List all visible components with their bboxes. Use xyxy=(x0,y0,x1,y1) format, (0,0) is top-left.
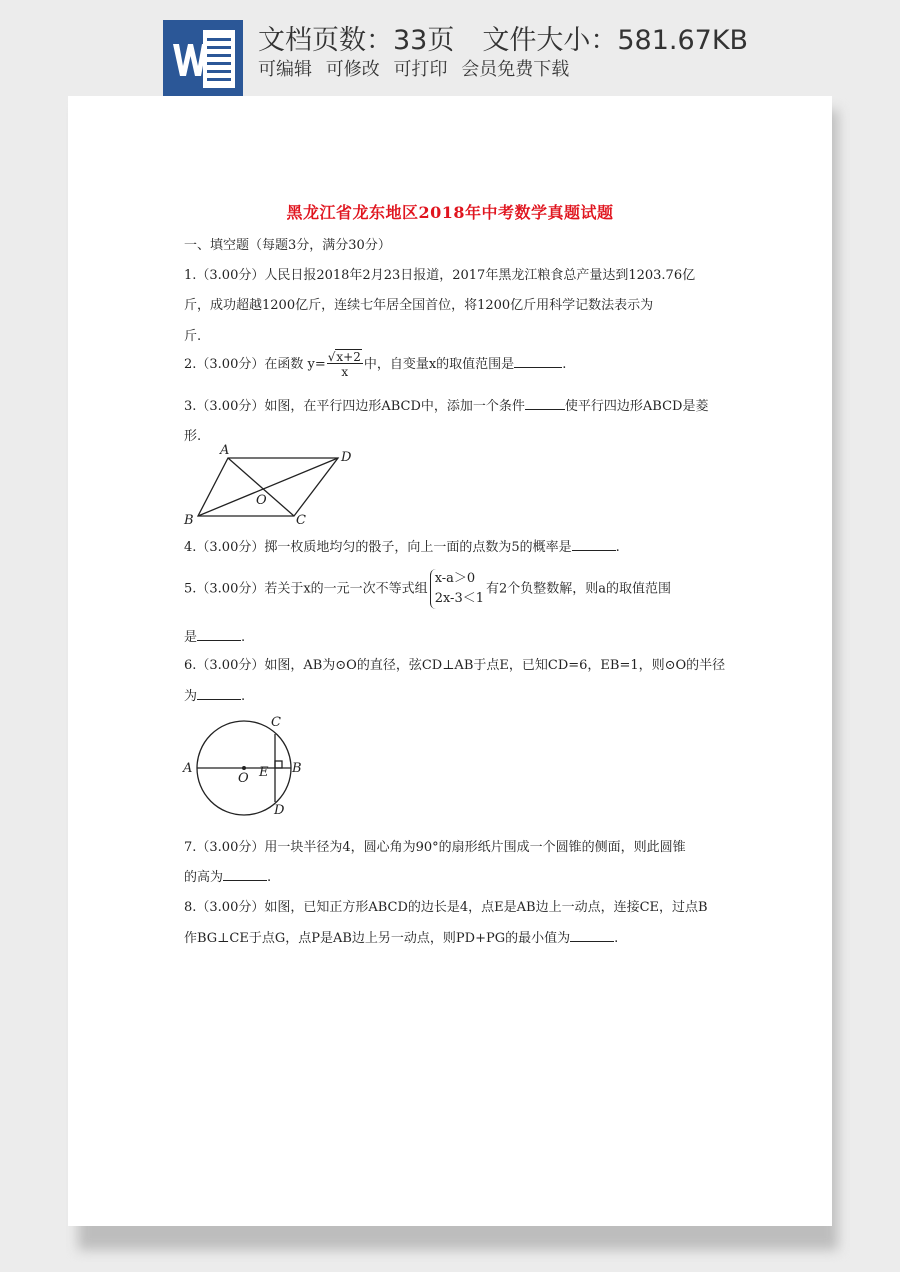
q5-inequality-2: 2x-3＜1 xyxy=(434,591,484,606)
label-e: E xyxy=(259,765,269,780)
q5-answer-blank xyxy=(197,629,241,641)
file-size-label: 文件大小：581.67KB xyxy=(482,25,749,56)
q5-end: . xyxy=(241,630,246,645)
label-d: D xyxy=(341,450,352,465)
circle-figure xyxy=(180,712,310,822)
q7-line1: 7.（3.00分）用一块半径为4，圆心角为90°的扇形纸片围成一个圆锥的侧面，则此圆锥 xyxy=(184,840,686,855)
label-a: A xyxy=(220,444,230,458)
q5-line2-text: 是 xyxy=(184,630,198,645)
q4-answer-blank xyxy=(572,539,616,551)
label-b: B xyxy=(292,761,302,776)
q1-line2: 斤，成功超越1200亿斤，连续七年居全国首位，将1200亿斤用科学记数法表示为 xyxy=(184,298,654,313)
feature-printable: 可打印 xyxy=(393,59,448,80)
q7-end: . xyxy=(267,870,272,885)
q2-suffix: 中，自变量x的取值范围是 xyxy=(363,357,515,372)
section-heading: 一、填空题（每题3分，满分30分） xyxy=(184,238,391,253)
q5-inequality-1: x-a＞0 xyxy=(434,571,476,586)
q6-end: . xyxy=(241,689,246,704)
q3-answer-blank xyxy=(525,398,565,410)
label-d: D xyxy=(274,803,285,818)
parallelogram-figure xyxy=(176,444,366,529)
q1-line3: 斤. xyxy=(184,329,202,344)
label-o: O xyxy=(238,771,249,786)
label-a: A xyxy=(183,761,193,776)
feature-member-download: 会员免费下载 xyxy=(461,59,570,80)
label-c: C xyxy=(271,715,281,730)
feature-editable: 可编辑 xyxy=(258,59,312,80)
q4-text: 4.（3.00分）掷一枚质地均匀的骰子，向上一面的点数为5的概率是 xyxy=(184,540,572,555)
label-c: C xyxy=(296,513,306,528)
q2-prefix: 2.（3.00分）在函数 y= xyxy=(184,357,326,372)
q3-text-b: 使平行四边形ABCD是菱 xyxy=(564,399,709,414)
q5-line1 xyxy=(184,569,671,609)
q2-line xyxy=(184,351,566,378)
q5-prefix: 5.（3.00分）若关于x的一元一次不等式组 xyxy=(184,581,428,597)
q5-line2 xyxy=(184,626,245,645)
feature-modifiable: 可修改 xyxy=(325,59,380,80)
q4-line xyxy=(184,536,620,555)
q6-line1: 6.（3.00分）如图，AB为⊙O的直径，弦CD⊥AB于点E，已知CD=6，EB=1，则⊙O的半径 xyxy=(184,658,726,673)
label-o: O xyxy=(256,493,267,508)
q6-line2 xyxy=(184,685,245,704)
q2-end: . xyxy=(562,357,567,372)
feature-list xyxy=(258,55,577,81)
center-point xyxy=(242,766,246,770)
page-count-label: 文档页数：33页 xyxy=(258,25,455,56)
q8-line2-text: 作BG⊥CE于点G，点P是AB边上另一动点，则PD+PG的最小值为 xyxy=(184,931,571,946)
q7-line2-text: 的高为 xyxy=(184,870,224,885)
q4-end: . xyxy=(615,540,620,555)
document-title: 黑龙江省龙东地区2018年中考数学真题试题 xyxy=(286,203,614,222)
q3-text-a: 3.（3.00分）如图，在平行四边形ABCD中，添加一个条件 xyxy=(184,399,525,414)
q6-answer-blank xyxy=(197,688,241,700)
label-b: B xyxy=(184,513,194,528)
q3-line2: 形. xyxy=(184,429,202,444)
q2-denominator: x xyxy=(341,365,349,379)
download-banner xyxy=(0,0,900,96)
q7-answer-blank xyxy=(223,869,267,881)
q3-line1 xyxy=(184,395,708,414)
q2-numerator: x+2 xyxy=(336,350,361,364)
right-angle-mark xyxy=(275,761,282,768)
q8-end: . xyxy=(614,931,619,946)
q5-suffix: 有2个负整数解，则a的取值范围 xyxy=(486,581,672,597)
q8-line2 xyxy=(184,927,618,946)
q5-inequality-system xyxy=(430,569,484,609)
file-info-line xyxy=(258,18,748,57)
q1-line1: 1.（3.00分）人民日报2018年2月23日报道，2017年黑龙江粮食总产量达到1203.76亿 xyxy=(184,268,696,283)
q2-fraction: $\frac{√x+2}{x}$ xyxy=(327,350,361,379)
word-document-icon xyxy=(163,20,243,98)
q8-line1: 8.（3.00分）如图，已知正方形ABCD的边长是4，点E是AB边上一动点，连接CE，过点B xyxy=(184,900,708,915)
q7-line2 xyxy=(184,866,271,885)
q6-line2-text: 为 xyxy=(184,689,198,704)
q2-answer-blank xyxy=(514,356,562,368)
document-page xyxy=(68,96,832,1226)
q8-answer-blank xyxy=(570,930,614,942)
diagonal-bd xyxy=(198,458,338,516)
